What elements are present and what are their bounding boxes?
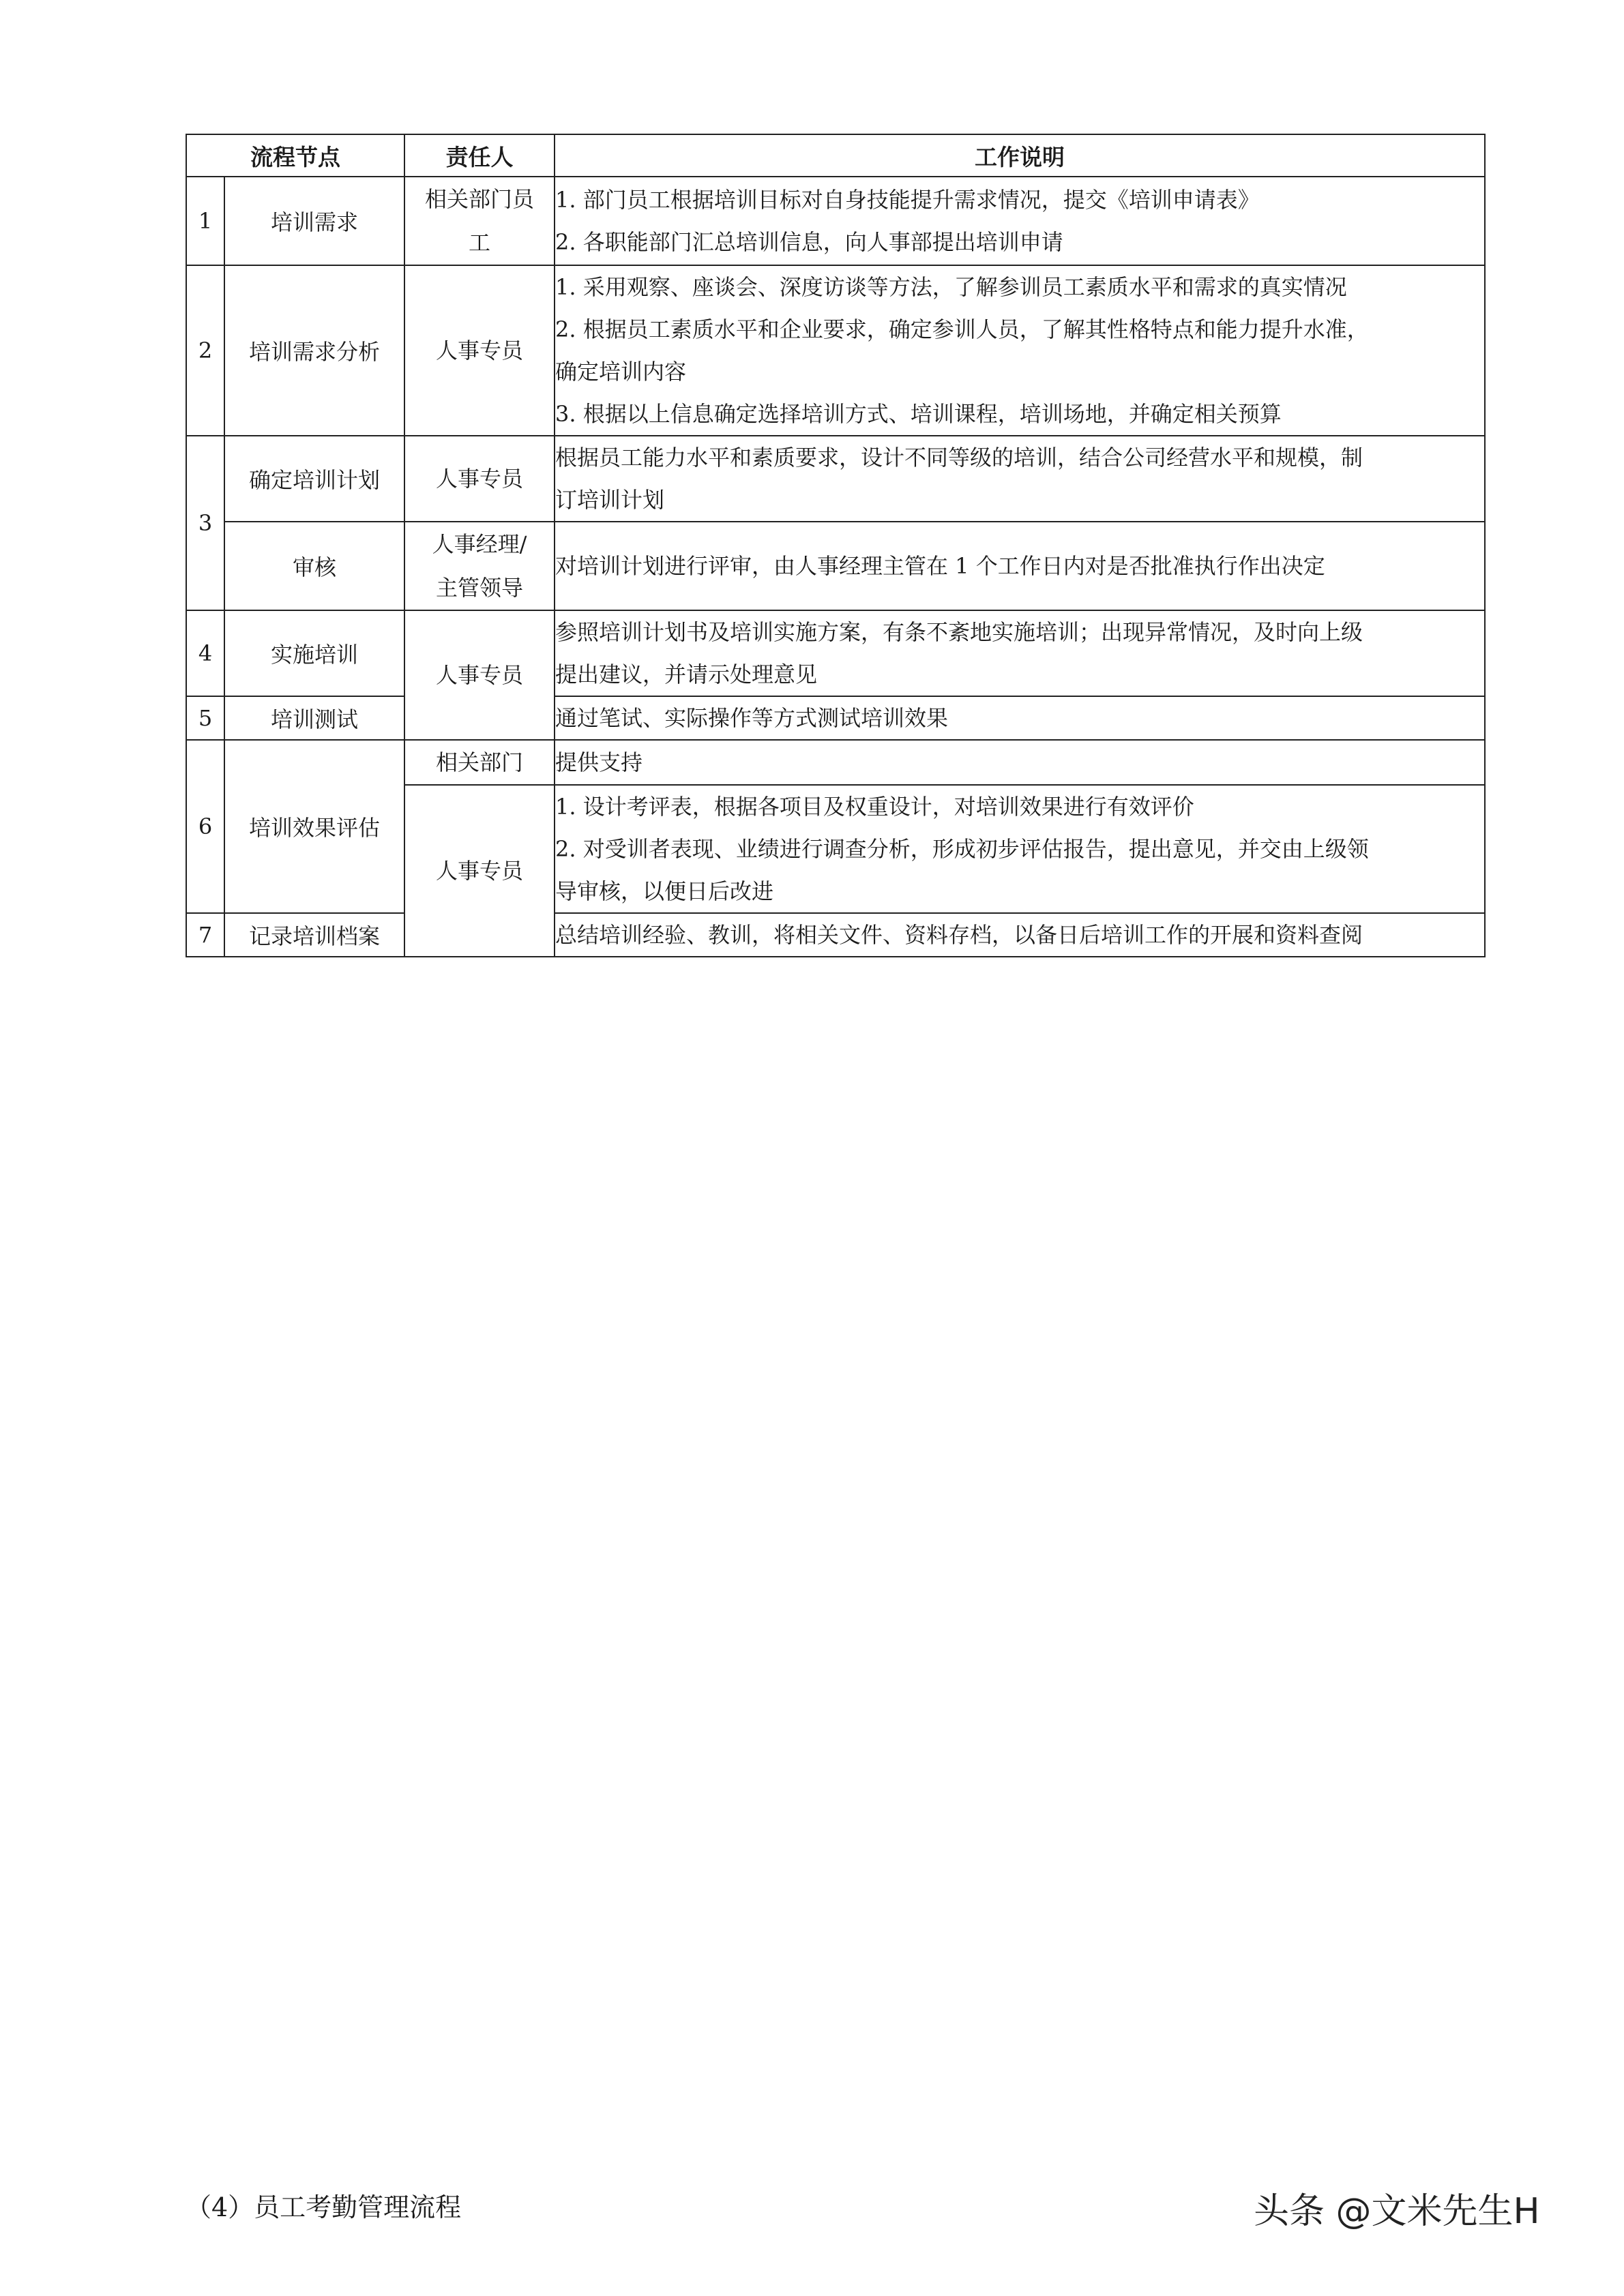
header-node: 流程节点 [186,134,404,177]
process-node: 确定培训计划 [224,436,404,522]
description-line: 通过笔试、实际操作等方式测试培训效果 [555,705,949,731]
description-line: 根据员工能力水平和素质要求，设计不同等级的培训，结合公司经营水平和规模，制 [555,445,1363,471]
watermark: 头条 @文米先生H [1254,2191,1540,2232]
process-node: 培训需求 [224,177,404,265]
row-number: 1 [186,177,224,265]
description-cell [555,696,1485,740]
owner-cell: 人事专员 [404,436,555,522]
description-line: 3. 根据以上信息确定选择培训方式、培训课程，培训场地，并确定相关预算 [555,401,1282,427]
header-description: 工作说明 [555,134,1485,177]
row-number: 7 [186,913,224,957]
table-header-row [186,134,1485,177]
description-cell [555,436,1485,522]
owner-cell: 相关部门 [404,740,555,785]
process-node: 培训效果评估 [224,740,404,913]
description-line: 1. 设计考评表，根据各项目及权重设计，对培训效果进行有效评价 [555,794,1194,820]
description-line: 对培训计划进行评审，由人事经理主管在 1 个工作日内对是否批准执行作出决定 [555,553,1325,579]
row-number: 2 [186,265,224,436]
owner-cell: 人事专员 [404,265,555,436]
row-number: 5 [186,696,224,740]
description-line: 订培训计划 [555,487,665,513]
table-row [186,265,1485,436]
table-row [186,610,1485,696]
process-node: 审核 [224,522,404,610]
training-process-table [186,134,1486,957]
description-line: 提出建议，并请示处理意见 [555,661,818,687]
row-number: 3 [186,436,224,610]
row-number: 4 [186,610,224,696]
process-node: 培训需求分析 [224,265,404,436]
description-cell [555,522,1485,610]
description-cell [555,785,1485,913]
table-row [186,913,1485,957]
row-number: 6 [186,740,224,913]
description-line: 2. 对受训者表现、业绩进行调查分析，形成初步评估报告，提出意见，并交由上级领 [555,836,1369,862]
table-row [186,740,1485,785]
owner-cell [404,522,555,610]
description-line: 2. 各职能部门汇总培训信息，向人事部提出培训申请 [555,229,1063,255]
table-row [186,522,1485,610]
description-line: 导审核，以便日后改进 [555,878,774,904]
section-title: （4）员工考勤管理流程 [186,2192,462,2222]
table-row [186,436,1485,522]
description-cell [555,610,1485,696]
owner-line: 主管领导 [435,575,523,601]
description-line: 1. 采用观察、座谈会、深度访谈等方法，了解参训员工素质水平和需求的真实情况 [555,274,1347,300]
table-row [186,177,1485,265]
description-line: 2. 根据员工素质水平和企业要求，确定参训人员，了解其性格特点和能力提升水准， [555,316,1369,342]
owner-line: 工 [468,230,490,256]
process-node: 实施培训 [224,610,404,696]
owner-line: 人事经理/ [432,531,527,557]
description-line: 提供支持 [555,749,643,775]
description-cell [555,740,1485,785]
process-node: 记录培训档案 [224,913,404,957]
header-owner: 责任人 [404,134,555,177]
process-node: 培训测试 [224,696,404,740]
description-line: 1. 部门员工根据培训目标对自身技能提升需求情况，提交《培训申请表》 [555,187,1260,213]
description-line: 总结培训经验、教训，将相关文件、资料存档，以备日后培训工作的开展和资料查阅 [555,922,1363,948]
owner-cell [404,177,555,265]
description-cell [555,913,1485,957]
description-line: 参照培训计划书及培训实施方案，有条不紊地实施培训；出现异常情况，及时向上级 [555,619,1363,645]
owner-cell: 人事专员 [404,785,555,957]
owner-line: 相关部门员 [424,186,534,212]
table-row [186,696,1485,740]
description-cell [555,177,1485,265]
description-cell [555,265,1485,436]
description-line: 确定培训内容 [555,359,687,385]
owner-cell: 人事专员 [404,610,555,740]
